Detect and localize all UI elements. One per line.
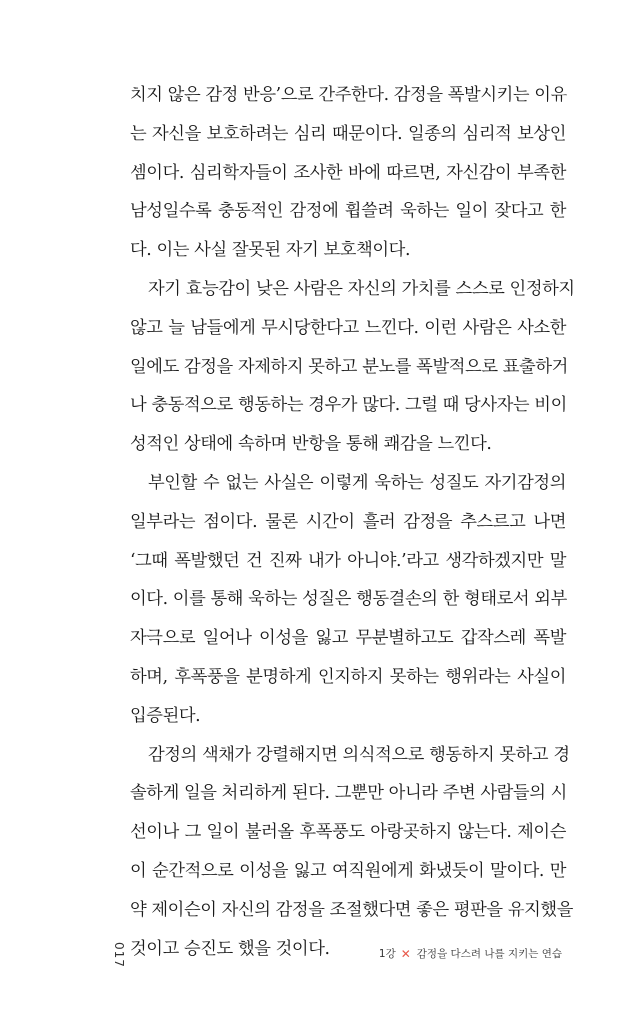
text-line: 이다. 이를 통해 욱하는 성질은 행동결손의 한 형태로서 외부 [130,589,567,610]
text-line: 자극으로 일어나 이성을 잃고 무분별하고도 갑작스레 폭발 [130,628,566,649]
text-line: 는 자신을 보호하려는 심리 때문이다. 일종의 심리적 보상인 [130,123,566,144]
text-line: 것이고 승진도 했을 것이다. [130,938,330,959]
chapter-label: 1강 [378,948,396,960]
text-line: 일부라는 점이다. 물론 시간이 흘러 감정을 추스르고 나면 [130,511,566,532]
text-line: ‘그때 폭발했던 건 진짜 내가 아니야.’라고 생각하겠지만 말 [130,550,566,571]
text-line: 셈이다. 심리학자들이 조사한 바에 따르면, 자신감이 부족한 [130,162,566,183]
text-line: 자기 효능감이 낮은 사람은 자신의 가치를 스스로 인정하지 [148,278,575,299]
text-line: 감정의 색채가 강렬해지면 의식적으로 행동하지 못하고 경 [148,744,570,765]
text-line: 치지 않은 감정 반응’으로 간주한다. 감정을 폭발시키는 이유 [130,85,567,105]
text-line: 약 제이슨이 자신의 감정을 조절했다면 좋은 평판을 유지했을 [130,899,573,920]
text-line: 일에도 감정을 자제하지 못하고 분노를 폭발적으로 표출하거 [130,356,568,377]
text-line: 이 순간적으로 이성을 잃고 여직원에게 화냈듯이 말이다. 만 [130,860,566,881]
x-cross-icon: ✕ [400,946,411,961]
text-line: 다. 이는 사실 잘못된 자기 보호책이다. [130,240,411,261]
text-line: 않고 늘 남들에게 무시당한다고 느낀다. 이런 사람은 사소한 [130,317,566,338]
text-line: 부인할 수 없는 사실은 이렇게 욱하는 성질도 자기감정의 [148,472,566,493]
text-line: 남성일수록 충동적인 감정에 휩쓸려 욱하는 일이 잦다고 한 [130,201,566,222]
text-line: 하며, 후폭풍을 분명하게 인지하지 못하는 행위라는 사실이 [130,666,566,687]
text-line: 성적인 상태에 속하며 반항을 통해 쾌감을 느낀다. [130,434,492,455]
text-line: 입증된다. [130,705,201,726]
text-line: 나 충동적으로 행동하는 경우가 많다. 그럴 때 당사자는 비이 [130,395,567,416]
page-number: 017 [112,942,126,968]
running-header [379,946,562,961]
text-line: 선이나 그 일이 불러올 후폭풍도 아랑곳하지 않는다. 제이슨 [130,822,566,843]
text-line: 솔하게 일을 처리하게 된다. 그뿐만 아니라 주변 사람들의 시 [130,783,567,804]
chapter-title: 감정을 다스려 나를 지키는 연습 [416,948,562,960]
body-text [130,76,575,968]
